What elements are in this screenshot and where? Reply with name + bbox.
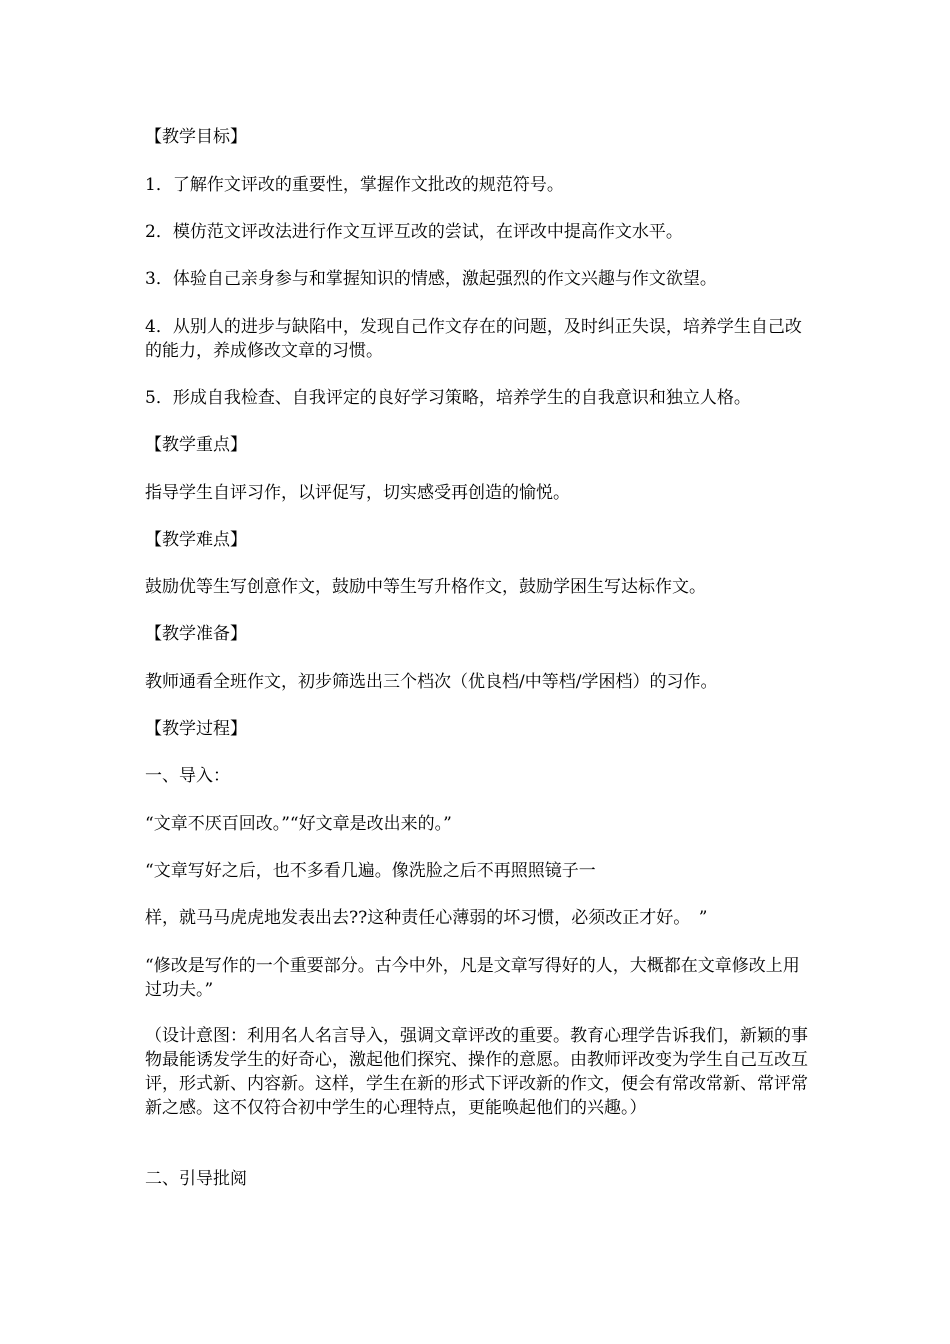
- section-heading-teaching-goals: 【教学目标】: [145, 127, 247, 147]
- quote-paragraph: 样，就马马虎虎地发表出去??这种责任心薄弱的坏习惯，必须改正才好。 ”: [145, 908, 708, 928]
- key-points-text: 指导学生自评习作，以评促写，切实感受再创造的愉悦。: [145, 483, 570, 503]
- design-intent-note: （设计意图：利用名人名言导入，强调文章评改的重要。教育心理学告诉我们，新颖的事物最能诱发学生的好奇心，激起他们探究、操作的意愿。由教师评改变为学生自己互改互评，形式新、内容新。这样，学生在新的形式下评改新的作文，便会有常改常新、常评常新之感。这不仅符合初中学生的心理特点，更能唤起他们的兴趣。）: [145, 1026, 808, 1118]
- goal-item-3: 3．体验自己亲身参与和掌握知识的情感，激起强烈的作文兴趣与作文欲望。: [145, 269, 717, 289]
- section-heading-difficulties: 【教学难点】: [145, 530, 247, 550]
- quote-paragraph: “文章不厌百回改。”“好文章是改出来的。”: [145, 814, 452, 834]
- goal-item-5: 5．形成自我检查、自我评定的良好学习策略，培养学生的自我意识和独立人格。: [145, 388, 751, 408]
- quote-paragraph: “文章写好之后，也不多看几遍。像洗脸之后不再照照镜子一: [145, 861, 596, 881]
- goal-item-2: 2．模仿范文评改法进行作文互评互改的尝试，在评改中提高作文水平。: [145, 222, 683, 242]
- intro-heading: 一、导入：: [145, 766, 230, 786]
- section-heading-preparation: 【教学准备】: [145, 624, 247, 644]
- goal-item-4: 4．从别人的进步与缺陷中，发现自己作文存在的问题，及时纠正失误，培养学生自己改的能力，养成修改文章的习惯。: [145, 317, 802, 361]
- quote-paragraph: “修改是写作的一个重要部分。古今中外，凡是文章写得好的人，大概都在文章修改上用过功夫。”: [145, 956, 800, 1000]
- guide-review-heading: 二、引导批阅: [145, 1169, 247, 1189]
- section-heading-process: 【教学过程】: [145, 719, 247, 739]
- difficulties-text: 鼓励优等生写创意作文，鼓励中等生写升格作文，鼓励学困生写达标作文。: [145, 577, 706, 597]
- goal-item-1: 1．了解作文评改的重要性，掌握作文批改的规范符号。: [145, 175, 564, 195]
- preparation-text: 教师通看全班作文，初步筛选出三个档次（优良档/中等档/学困档）的习作。: [145, 672, 718, 692]
- section-heading-key-points: 【教学重点】: [145, 435, 247, 455]
